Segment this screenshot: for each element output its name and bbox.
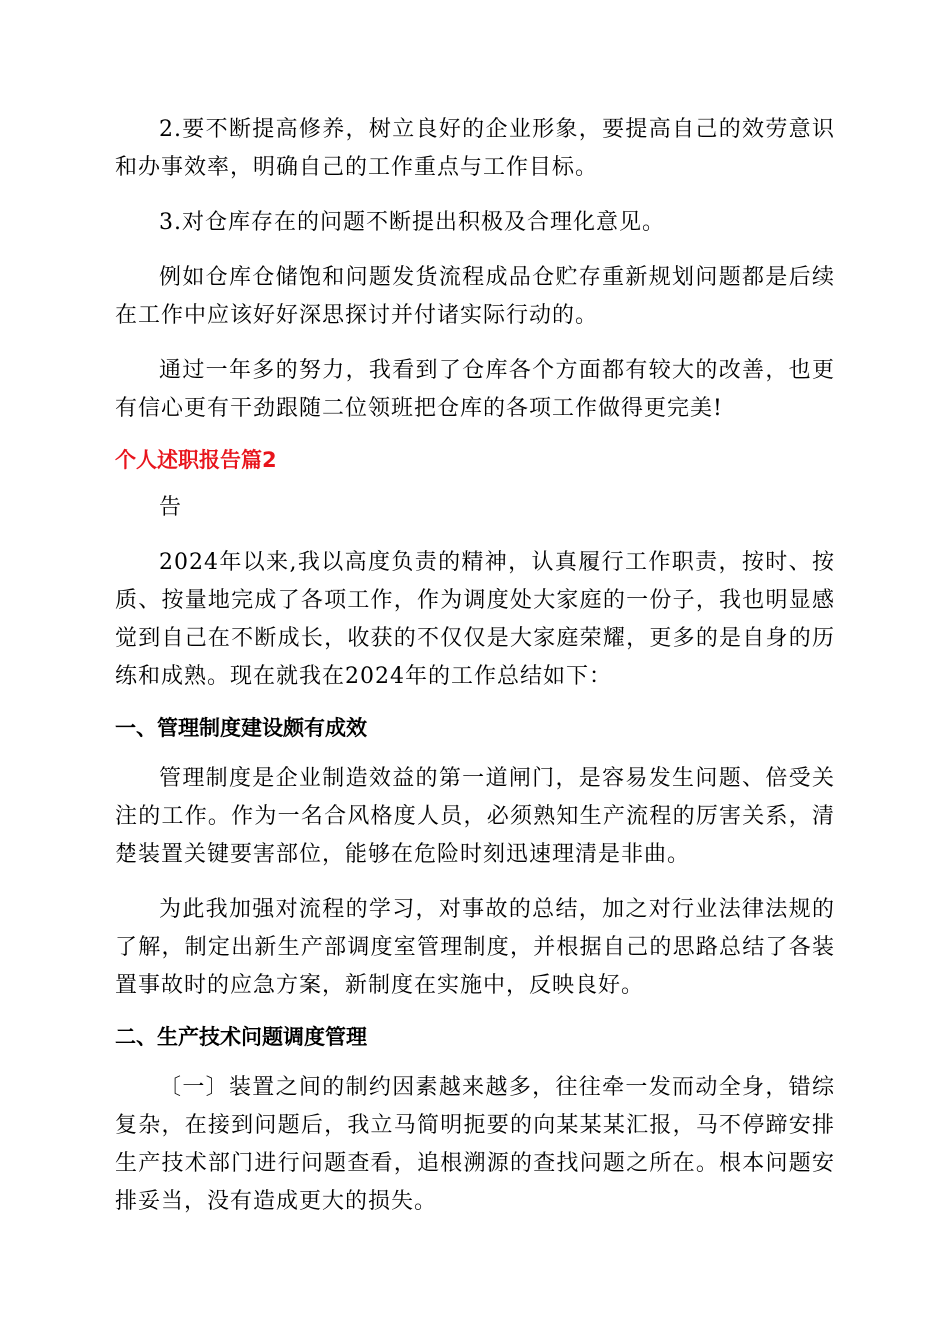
paragraph-5: 告 [159,495,183,520]
paragraph-4: 通过一年多的努力，我看到了仓库各个方面都有较大的改善，也更有信心更有干劲跟随二位领班把仓库的各项工作做得更完美! [115,358,835,421]
paragraph-7: 管理制度是企业制造效益的第一道闸门，是容易发生问题、倍受关注的工作。作为一名合风格度人员，必须熟知生产流程的厉害关系，清楚装置关键要害部位，能够在危险时刻迅速理清是非曲。 [115,766,835,867]
heading-2: 二、生产技术问题调度管理 [115,1025,367,1049]
paragraph-6: 2024年以来,我以高度负责的精神，认真履行工作职责，按时、按质、按量地完成了各项工作，作为调度处大家庭的一份子，我也明显感觉到自己在不断成长，收获的不仅仅是大家庭荣耀，更多的是自身的历练和成熟。现在就我在2024年的工作总结如下： [115,550,835,689]
paragraph-8: 为此我加强对流程的学习，对事故的总结，加之对行业法律法规的了解，制定出新生产部调度室管理制度，并根据自己的思路总结了各装置事故时的应急方案，新制度在实施中，反映良好。 [115,897,835,998]
document-body [115,111,835,1238]
heading-1: 一、管理制度建设颇有成效 [115,716,367,740]
paragraph-1: 2.要不断提高修养，树立良好的企业形象，要提高自己的效劳意识和办事效率，明确自己的工作重点与工作目标。 [115,117,835,180]
section-title: 个人述职报告篇2 [115,448,277,472]
paragraph-3: 例如仓库仓储饱和问题发货流程成品仓贮存重新规划问题都是后续在工作中应该好好深思探讨并付诸实际行动的。 [115,265,835,328]
paragraph-9: 〔一〕装置之间的制约因素越来越多，往往牵一发而动全身，错综复杂，在接到问题后，我立马简明扼要的向某某某汇报，马不停蹄安排生产技术部门进行问题查看，追根溯源的查找问题之所在。根本问题安排妥当，没有造成更大的损失。 [115,1075,835,1214]
paragraph-2: 3.对仓库存在的问题不断提出积极及合理化意见。 [159,210,665,235]
